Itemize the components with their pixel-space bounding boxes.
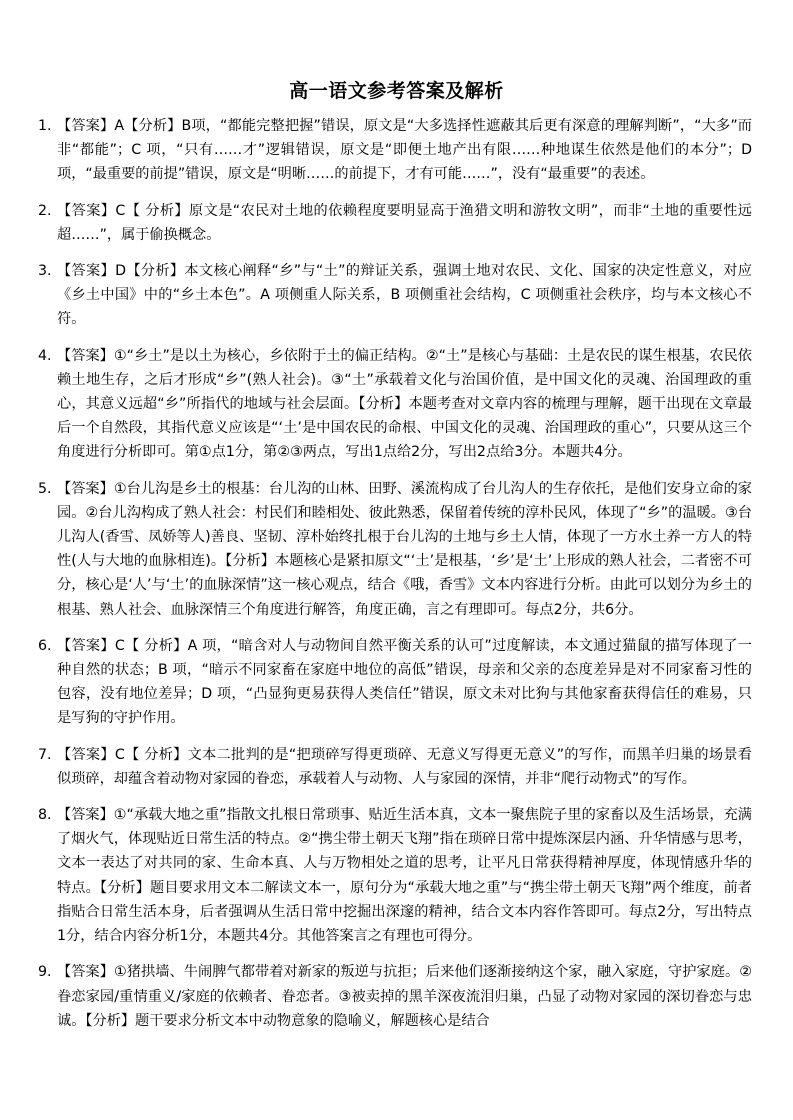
answer-item-4 bbox=[38, 344, 752, 465]
item-number: 1. bbox=[38, 118, 52, 134]
answer-item-3 bbox=[38, 259, 752, 332]
item-text: 【答案】D【分析】本文核心阐释“乡”与“土”的辩证关系，强调土地对农民、文化、国家的决定性意义，对应《乡土中国》中的“乡土本色”。A 项侧重人际关系，B 项侧重社会结构，C 项侧重社会秩序，均与本文核心不符。 bbox=[57, 263, 752, 328]
item-text: 【答案】①“乡土”是以土为核心，乡依附于土的偏正结构。②“土”是核心与基础：土是农民的谋生根基，农民依赖土地生存，之后才形成“乡”(熟人社会)。③“土”承载着文化与治国价值，是中国文化的灵魂、治国理政的重心，其意义远超“乡”所指代的地域与社会层面。【分析】本题考查对文章内容的梳理与理解，题干出现在文章最后一个自然段，其指代意义应该是“‘土’是中国农民的命根、中国文化的灵魂、治国理政的重心”，只要从这三个角度进行分析即可。第①点1分，第②③两点，写出1点给2分，写出2点给3分。本题共4分。 bbox=[57, 347, 752, 461]
page-title: 高一语文参考答案及解析 bbox=[289, 80, 504, 102]
item-text: 【答案】①“承载大地之重”指散文扎根日常琐事、贴近生活本真，文本一聚焦院子里的家畜以及生活场景，充满了烟火气，体现贴近日常生活的特点。②“携尘带土朝天飞翔”指在琐碎日常中提炼深层内涵、升华情感与思考，文本一表达了对共同的家、生命本真、人与万物相处之道的思考，让平凡日常获得精神厚度，体现情感升华的特点。【分析】题目要求用文本二解读文本一，原句分为“承载大地之重”与“携尘带土朝天飞翔”两个维度，前者指贴合日常生活本身，后者强调从生活日常中挖掘出深邃的精神，结合文本内容作答即可。每点2分，写出特点1分，结合内容分析1分，本题共4分。其他答案言之有理也可得分。 bbox=[57, 807, 752, 945]
item-number: 9. bbox=[38, 964, 52, 981]
item-number: 5. bbox=[38, 480, 52, 497]
answer-list bbox=[38, 114, 752, 1045]
item-text: 【答案】①台儿沟是乡土的根基：台儿沟的山林、田野、溪流构成了台儿沟人的生存依托，是他们安身立命的家园。②台儿沟构成了熟人社会：村民们和睦相处、彼此熟悉，保留着传统的淳朴民风，体现了“乡”的温暖。③台儿沟人(香雪、凤娇等人)善良、坚韧、淳朴始终扎根于台儿沟的土地与乡土人情，体现了一方水土养一方人的特性(人与大地的血脉相连)。【分析】本题核心是紧扣原文“‘土’是根基，‘乡’是‘土’上形成的熟人社会，二者密不可分，核心是‘人’与‘土’的血脉深情”这一核心观点，结合《哦，香雪》文本内容进行分析。由此可以划分为乡土的根基、熟人社会、血脉深情三个角度进行解答，角度正确，言之有理即可。每点2分，共6分。 bbox=[57, 480, 752, 618]
item-number: 4. bbox=[38, 347, 52, 364]
answer-item-6 bbox=[38, 634, 752, 731]
item-text: 【答案】C【 分析】文本二批判的是“把琐碎写得更琐碎、无意义写得更无意义”的写作，而黑羊归巢的场景看似琐碎，却蕴含着动物对家园的眷恋，承载着人与动物、人与家园的深情，并非“爬行动物式”的写作。 bbox=[57, 746, 752, 787]
item-number: 7. bbox=[38, 746, 52, 763]
item-text: 【答案】C【 分析】A 项，“暗含对人与动物间自然平衡关系的认可”过度解读，本文通过猫鼠的描写体现了一种自然的状态；B 项，“暗示不同家畜在家庭中地位的高低”错误，母亲和父亲的态度差异是对不同家畜习性的包容，没有地位差异；D 项，“凸显狗更易获得人类信任”错误，原文未对比狗与其他家畜获得信任的难易，只是写狗的守护作用。 bbox=[57, 637, 752, 727]
item-text: 【答案】C【 分析】原文是“农民对土地的依赖程度要明显高于渔猎文明和游牧文明”，而非“土地的重要性远超……”，属于偷换概念。 bbox=[57, 202, 752, 243]
answer-item-2 bbox=[38, 199, 752, 247]
answer-item-5 bbox=[38, 477, 752, 622]
answer-item-1 bbox=[38, 114, 752, 187]
item-number: 8. bbox=[38, 807, 52, 824]
item-number: 2. bbox=[38, 202, 52, 219]
item-number: 3. bbox=[38, 263, 52, 280]
item-text: 【答案】A【分析】B项，“都能完整把握”错误，原文是“大多选择性遮蔽其后更有深意的理解判断”，“大多”而非“都能”；C 项，“只有……才”逻辑错误，原文是“即便土地产出有限……种地谋生依然是他们的本分”；D 项，“最重要的前提”错误，原文是“明晰……的前提下，才有可能……”，没有“最重要”的表述。 bbox=[57, 118, 752, 183]
answer-item-9 bbox=[38, 960, 752, 1033]
item-text: 【答案】①猪拱墙、牛闹脾气都带着对新家的叛逆与抗拒；后来他们逐渐接纳这个家，融入家庭，守护家庭。②眷恋家园/重情重义/家庭的依赖者、眷恋者。③被卖掉的黑羊深夜流泪归巢，凸显了动物对家园的深切眷恋与忠诚。【分析】题干要求分析文本中动物意象的隐喻义，解题核心是结合 bbox=[57, 964, 752, 1029]
item-number: 6. bbox=[38, 637, 52, 654]
answer-item-7 bbox=[38, 743, 752, 791]
answer-item-8 bbox=[38, 803, 752, 948]
